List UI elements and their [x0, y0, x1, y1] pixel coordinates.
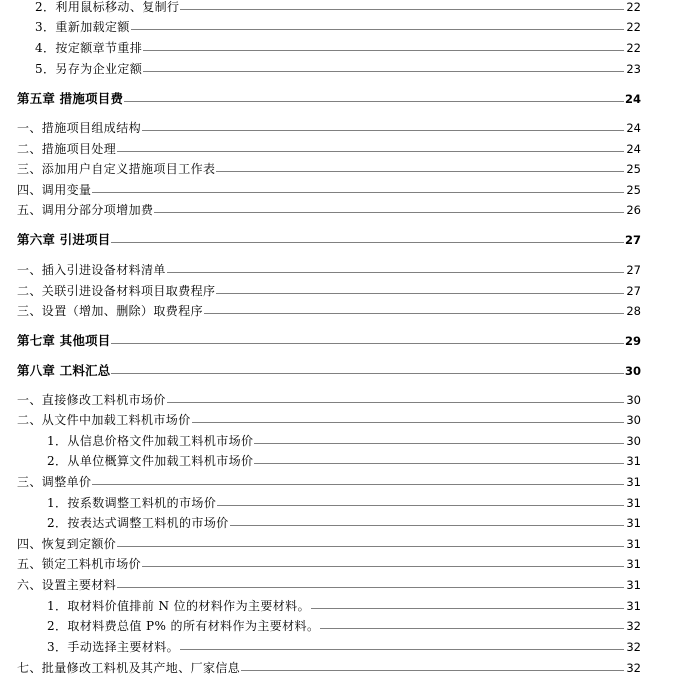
- toc-page-number: 27: [625, 233, 642, 247]
- toc-entry-title: 七、批量修改工料机及其产地、厂家信息: [17, 661, 241, 675]
- dot-leader: [230, 524, 624, 527]
- dot-leader: [111, 342, 624, 345]
- dot-leader: [117, 150, 624, 153]
- toc-entry[interactable]: [0, 533, 676, 551]
- dot-leader: [180, 8, 624, 11]
- dot-leader: [124, 100, 624, 103]
- toc-page-number: 31: [626, 599, 641, 613]
- dot-leader: [92, 191, 624, 194]
- toc-entry-title: 5．另存为企业定额: [35, 62, 143, 76]
- toc-page-number: 31: [626, 557, 641, 571]
- toc-entry[interactable]: [0, 615, 676, 633]
- toc-page-number: 23: [626, 62, 641, 76]
- toc-entry-title: 三、设置（增加、删除）取费程序: [17, 304, 204, 318]
- toc-entry-title: 二、关联引进设备材料项目取费程序: [17, 284, 216, 298]
- toc-entry[interactable]: [0, 389, 676, 407]
- toc-entry-title: 六、设置主要材料: [17, 578, 117, 592]
- toc-entry-title: 3．手动选择主要材料。: [47, 640, 180, 654]
- toc-entry[interactable]: [0, 179, 676, 197]
- toc-page-number: 22: [626, 41, 641, 55]
- toc-page-number: 22: [626, 20, 641, 34]
- dot-leader: [131, 28, 624, 31]
- toc-page-number: 22: [626, 0, 641, 14]
- toc-entry-title: 3．重新加载定额: [35, 20, 130, 34]
- dot-leader: [154, 211, 624, 214]
- toc-entry-title: 五、调用分部分项增加费: [17, 203, 154, 217]
- toc-entry[interactable]: [0, 471, 676, 489]
- toc-entry[interactable]: [0, 58, 676, 76]
- toc-entry[interactable]: [0, 512, 676, 530]
- dot-leader: [167, 401, 624, 404]
- toc-entry[interactable]: [0, 409, 676, 427]
- toc-page-number: 32: [626, 661, 641, 675]
- toc-entry[interactable]: [0, 280, 676, 298]
- dot-leader: [117, 545, 624, 548]
- toc-entry-title: 一、措施项目组成结构: [17, 121, 142, 135]
- toc-entry-title: 4．按定额章节重排: [35, 41, 143, 55]
- toc-entry-title: 第五章 措施项目费: [17, 91, 124, 106]
- toc-entry[interactable]: [0, 636, 676, 654]
- dot-leader: [254, 442, 624, 445]
- toc-page-number: 30: [625, 364, 642, 378]
- toc-page-number: 31: [626, 578, 641, 592]
- toc-entry-title: 一、直接修改工料机市场价: [17, 393, 166, 407]
- toc-entry[interactable]: [0, 259, 676, 277]
- dot-leader: [143, 70, 624, 73]
- toc-entry[interactable]: [0, 300, 676, 318]
- toc-entry-title: 三、调整单价: [17, 475, 92, 489]
- toc-page-number: 25: [626, 162, 641, 176]
- dot-leader: [142, 129, 624, 132]
- dot-leader: [216, 292, 624, 295]
- toc-page-number: 30: [626, 393, 641, 407]
- toc-entry[interactable]: [0, 492, 676, 510]
- toc-entry[interactable]: [0, 430, 676, 448]
- toc-chapter-entry[interactable]: [0, 330, 676, 348]
- toc-page-number: 24: [626, 142, 641, 156]
- toc-page-number: 24: [625, 92, 642, 106]
- dot-leader: [180, 648, 624, 651]
- dot-leader: [217, 504, 624, 507]
- toc-entry-title: 2．按表达式调整工料机的市场价: [47, 516, 229, 530]
- dot-leader: [192, 421, 624, 424]
- toc-entry-title: 三、添加用户自定义措施项目工作表: [17, 162, 216, 176]
- toc-page-number: 31: [626, 454, 641, 468]
- toc-entry[interactable]: [0, 158, 676, 176]
- toc-entry-title: 1．取材料价值排前 N 位的材料作为主要材料。: [47, 599, 310, 613]
- toc-page-number: 26: [626, 203, 641, 217]
- dot-leader: [254, 462, 624, 465]
- toc-entry[interactable]: [0, 199, 676, 217]
- toc-chapter-entry[interactable]: [0, 360, 676, 378]
- toc-page-number: 29: [625, 334, 642, 348]
- toc-page-number: 30: [626, 413, 641, 427]
- toc-entry-title: 第八章 工料汇总: [17, 363, 111, 378]
- toc-entry-title: 第七章 其他项目: [17, 333, 111, 348]
- dot-leader: [241, 669, 624, 672]
- dot-leader: [117, 586, 624, 589]
- toc-entry-title: 二、从文件中加载工料机市场价: [17, 413, 191, 427]
- toc-entry[interactable]: [0, 16, 676, 34]
- toc-page-number: 27: [626, 263, 641, 277]
- dot-leader: [204, 312, 624, 315]
- toc-entry[interactable]: [0, 450, 676, 468]
- toc-page-number: 24: [626, 121, 641, 135]
- toc-page-number: 31: [626, 496, 641, 510]
- dot-leader: [92, 483, 624, 486]
- dot-leader: [143, 49, 624, 52]
- toc-entry-title: 一、插入引进设备材料清单: [17, 263, 166, 277]
- toc-page-number: 28: [626, 304, 641, 318]
- toc-page-number: 32: [626, 619, 641, 633]
- toc-chapter-entry[interactable]: [0, 229, 676, 247]
- dot-leader: [216, 170, 624, 173]
- toc-entry-title: 四、调用变量: [17, 183, 92, 197]
- toc-entry-title: 二、措施项目处理: [17, 142, 117, 156]
- toc-page-number: 27: [626, 284, 641, 298]
- toc-entry-title: 2．利用鼠标移动、复制行: [35, 0, 180, 14]
- dot-leader: [311, 607, 624, 610]
- toc-page-number: 30: [626, 434, 641, 448]
- toc-entry[interactable]: [0, 37, 676, 55]
- toc-page-number: 31: [626, 516, 641, 530]
- dot-leader: [111, 372, 624, 375]
- toc-chapter-entry[interactable]: [0, 88, 676, 106]
- toc-entry-title: 五、锁定工料机市场价: [17, 557, 142, 571]
- toc-page-number: 32: [626, 640, 641, 654]
- dot-leader: [320, 627, 624, 630]
- toc-entry-title: 2．从单位概算文件加载工料机市场价: [47, 454, 254, 468]
- dot-leader: [167, 271, 624, 274]
- toc-entry[interactable]: [0, 0, 676, 14]
- toc-entry[interactable]: [0, 574, 676, 592]
- toc-entry-title: 1．从信息价格文件加载工料机市场价: [47, 434, 254, 448]
- toc-entry-title: 四、恢复到定额价: [17, 537, 117, 551]
- dot-leader: [142, 565, 624, 568]
- toc-entry[interactable]: [0, 657, 676, 675]
- toc-entry-title: 1．按系数调整工料机的市场价: [47, 496, 217, 510]
- toc-entry[interactable]: [0, 117, 676, 135]
- toc-entry-title: 第六章 引进项目: [17, 232, 111, 247]
- toc-page-number: 25: [626, 183, 641, 197]
- toc-page-number: 31: [626, 537, 641, 551]
- toc-entry[interactable]: [0, 138, 676, 156]
- toc-entry-title: 2．取材料费总值 P% 的所有材料作为主要材料。: [47, 619, 320, 633]
- toc-entry[interactable]: [0, 595, 676, 613]
- dot-leader: [111, 241, 624, 244]
- toc-entry[interactable]: [0, 553, 676, 571]
- toc-page-number: 31: [626, 475, 641, 489]
